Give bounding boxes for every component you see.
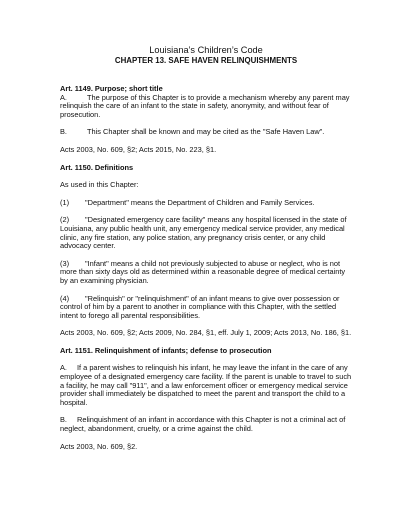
art-1149-heading: Art. 1149. Purpose; short title bbox=[60, 84, 163, 93]
art-1151-paragraph-b bbox=[60, 416, 352, 433]
art-1149-history: Acts 2003, No. 609, §2; Acts 2015, No. 223, §1. bbox=[60, 144, 217, 154]
definition-label: (3) bbox=[60, 258, 70, 268]
paragraph-text: This Chapter shall be known and may be cited as the "Safe Haven Law". bbox=[87, 127, 325, 137]
chapter-title: CHAPTER 13. SAFE HAVEN RELINQUISHMENTS bbox=[114, 56, 298, 65]
art-1149-paragraph-b bbox=[60, 128, 352, 137]
definition-label: (4) bbox=[60, 293, 70, 303]
document-page bbox=[60, 45, 352, 451]
art-1150-history: Acts 2003, No. 609, §2; Acts 2009, No. 284, §1, eff. July 1, 2009; Acts 2013, No. 186, §1. bbox=[60, 328, 352, 338]
definition-text: "Department" means the Department of Children and Family Services. bbox=[85, 197, 315, 207]
art-1150-heading: Art. 1150. Definitions bbox=[60, 162, 134, 172]
paragraph-label: B. bbox=[60, 127, 67, 137]
definition-item bbox=[60, 199, 352, 208]
art-1151-history: Acts 2003, No. 609, §2. bbox=[60, 441, 138, 451]
definition-item bbox=[60, 216, 352, 250]
art-1151-heading: Art. 1151. Relinquishment of infants; defense to prosecution bbox=[60, 345, 272, 355]
paragraph-text: The purpose of this Chapter is to provide a mechanism whereby any parent may relinquish the care of an infant to the state in safety, anonymity, and without fear of prosecution. bbox=[60, 92, 350, 119]
paragraph-label: A. bbox=[60, 363, 67, 373]
definition-item bbox=[60, 260, 352, 286]
art-1151-paragraph-a bbox=[60, 364, 352, 407]
paragraph-label: B. bbox=[60, 415, 67, 425]
definition-text: "Designated emergency care facility" means any hospital licensed in the state of Louisiana, any public health unit, any emergency medical service provider, any medical clinic, any fire station, any police station, any pregnancy crisis center, or any child advocacy center. bbox=[60, 215, 347, 251]
document-title: Louisiana’s Children’s Code bbox=[149, 45, 263, 55]
definition-item bbox=[60, 295, 352, 321]
definition-text: "Infant" means a child not previously subjected to abuse or neglect, who is not more than sixty days old as determined within a reasonable degree of medical certainty by an examining physician. bbox=[60, 258, 346, 285]
art-1149-paragraph-a bbox=[60, 94, 352, 120]
paragraph-text: If a parent wishes to relinquish his infant, he may leave the infant in the care of any employee of a designated emergency care facility. If the parent is unable to travel to such a facility, he may call "911", and a law enforcement officer or emergency medical service provider shall immediately be dispatched to meet the parent and transport the child to a hospital. bbox=[60, 363, 352, 407]
definition-label: (1) bbox=[60, 197, 70, 207]
definition-text: "Relinquish" or "relinquishment" of an infant means to give over possession or control of him by a parent to another in compliance with this Chapter, with the settled intent to forego all parental responsibilities. bbox=[60, 293, 340, 320]
definition-label: (2) bbox=[60, 215, 70, 225]
paragraph-label: A. bbox=[60, 92, 67, 102]
art-1150-intro: As used in this Chapter: bbox=[60, 180, 139, 190]
paragraph-text: Relinquishment of an infant in accordance with this Chapter is not a criminal act of neglect, abandonment, cruelty, or a crime against the child. bbox=[60, 415, 346, 434]
